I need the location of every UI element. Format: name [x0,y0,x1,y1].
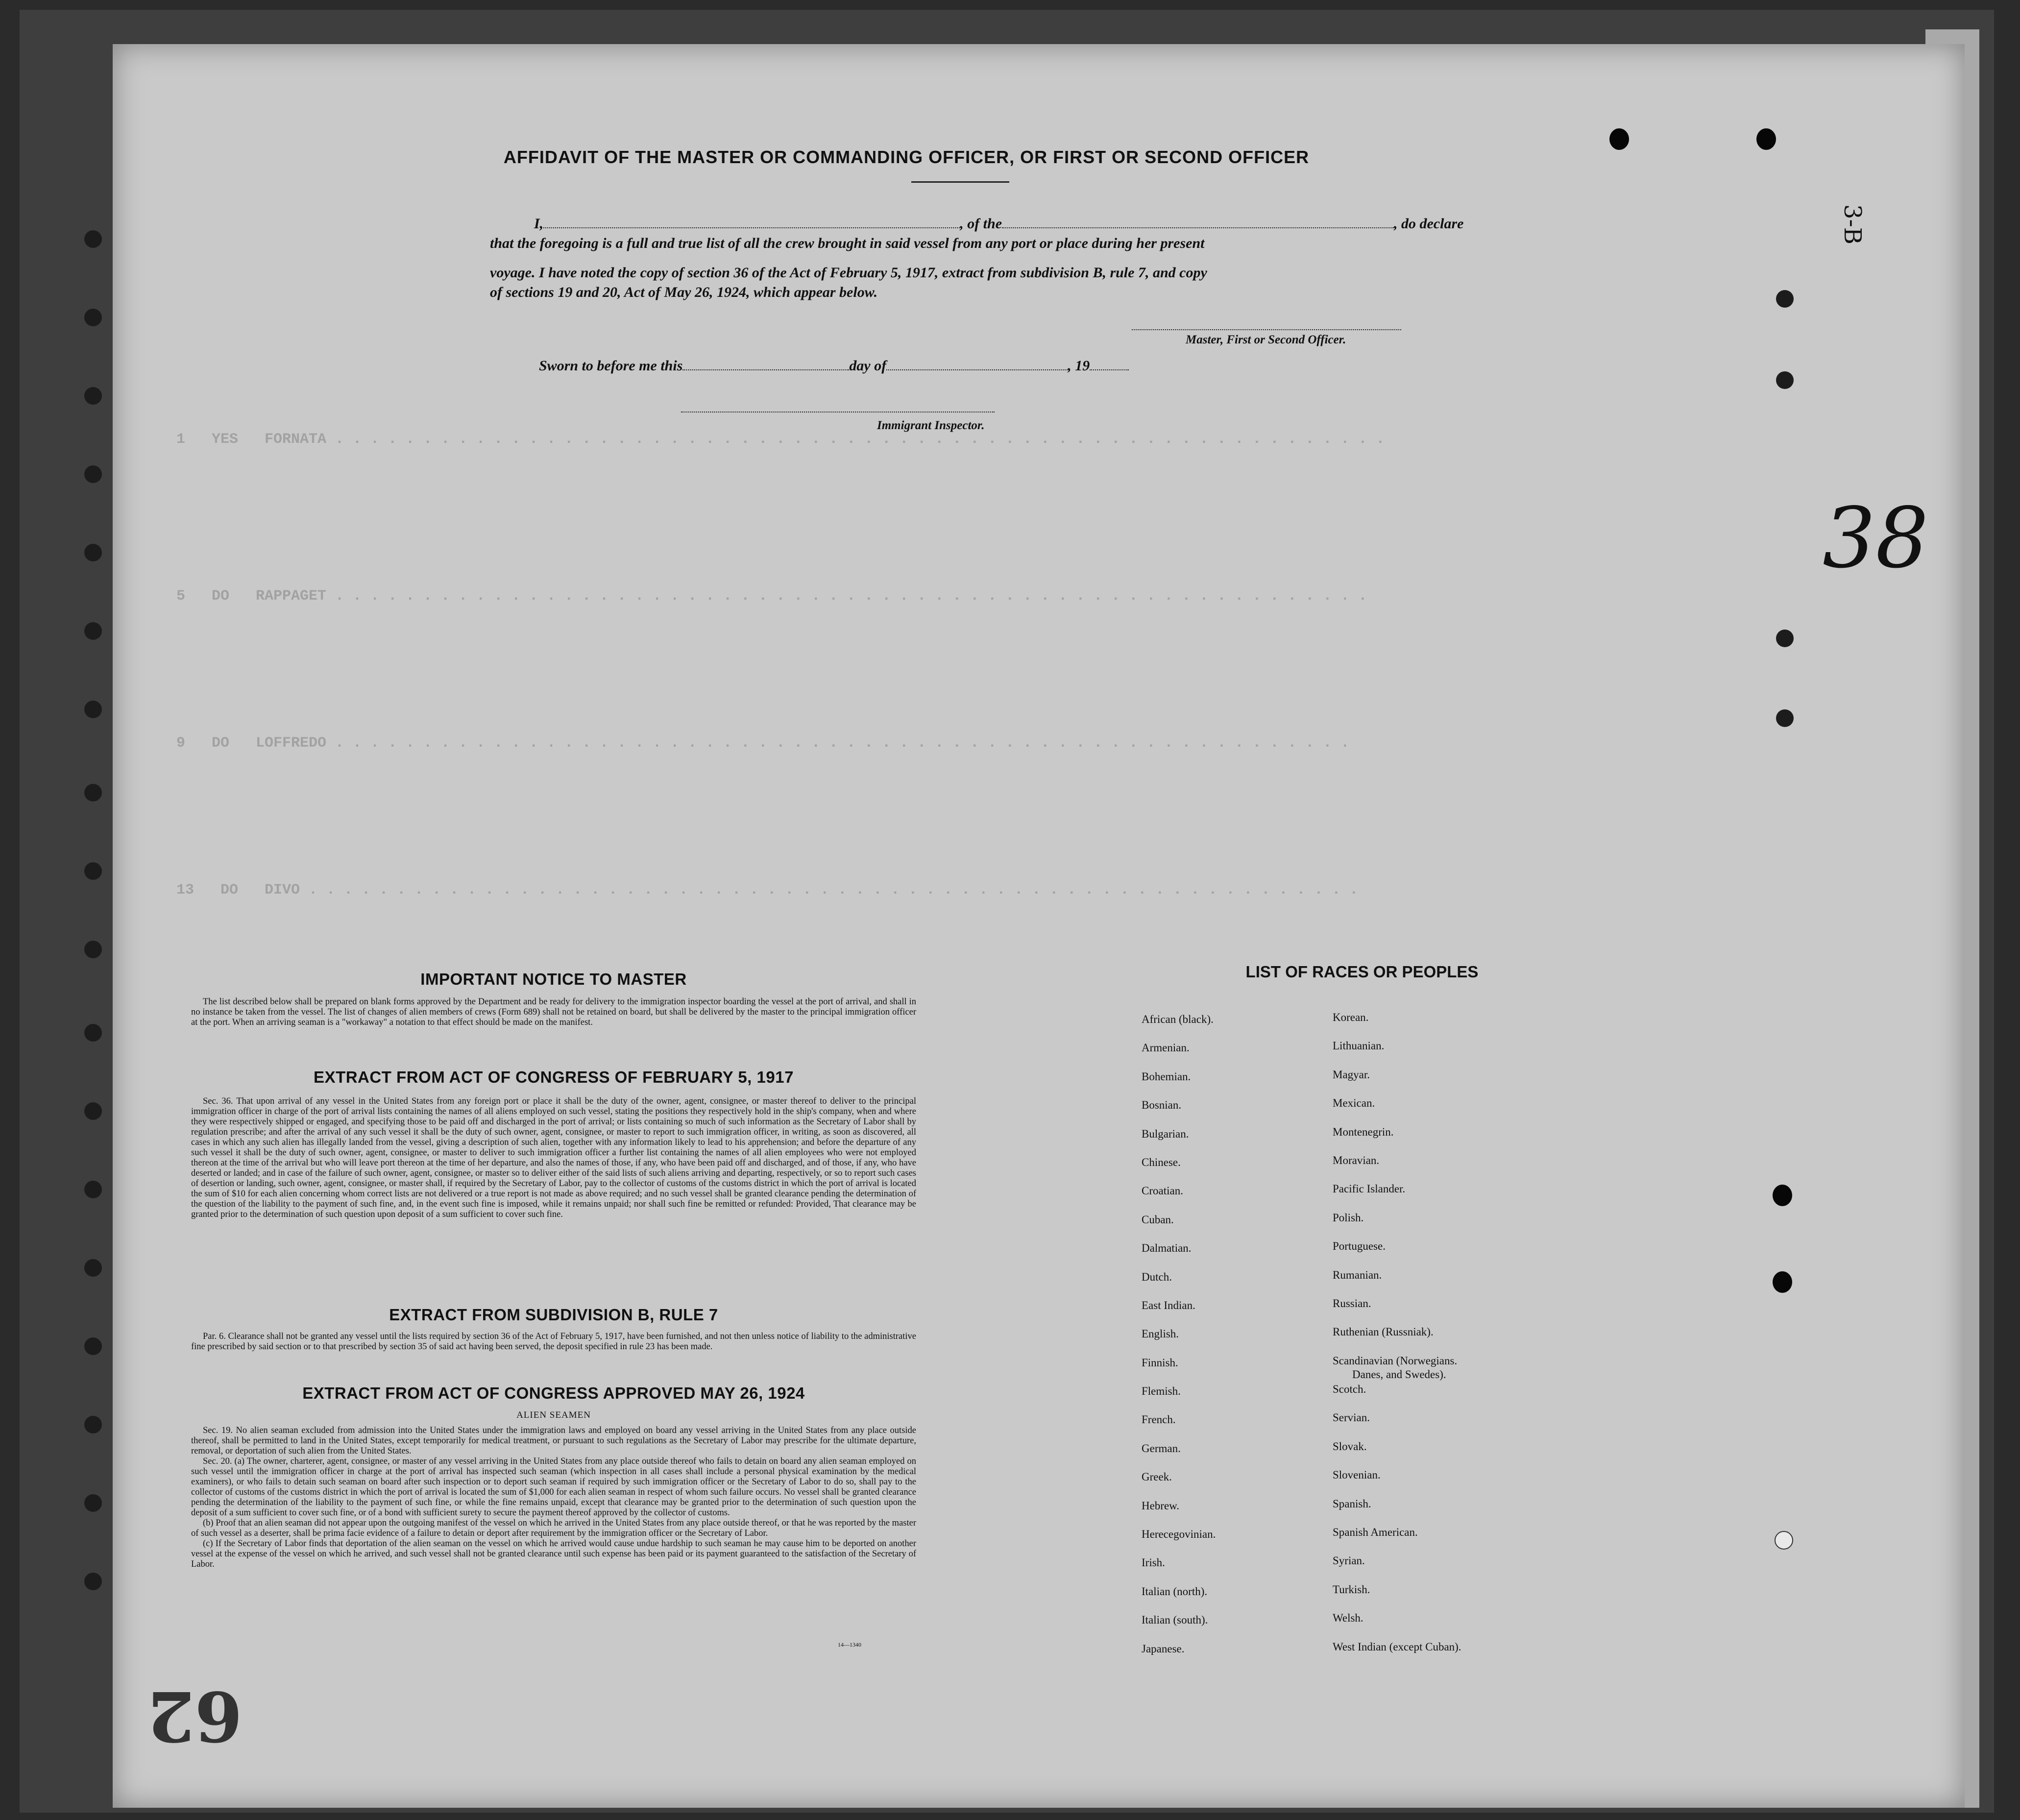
race-item: Montenegrin. [1333,1125,1394,1138]
punch-hole [1773,1185,1792,1206]
race-item: Slovak. [1333,1440,1367,1453]
race-item: Rumanian. [1333,1268,1382,1281]
race-item: Turkish. [1333,1583,1370,1596]
races-heading: LIST OF RACES OR PEOPLES [1245,963,1479,981]
punch-hole [1609,128,1629,150]
bleed-through-row: 9 DO LOFFREDO . . . . . . . . . . . . . . . . . . . . . . . . . . . . . . . . . . . . . . . . . . . . . . . . . . . . . . . . . . [176,735,1350,752]
race-item: Italian (north). [1142,1585,1208,1598]
sworn-month-blank[interactable] [886,369,1068,370]
race-item: Ruthenian (Russniak). [1333,1326,1434,1338]
binder-hole [84,1573,102,1590]
bleed-through-row: 5 DO RAPPAGET . . . . . . . . . . . . . . . . . . . . . . . . . . . . . . . . . . . . . . . . . . . . . . . . . . . . . . . . . . . [176,588,1367,605]
binder-hole [84,1181,102,1198]
race-item: Lithuanian. [1333,1040,1385,1052]
race-item: Bohemian. [1142,1070,1191,1083]
master-signature-label: Master, First or Second Officer. [1186,333,1346,346]
binder-hole [84,230,102,248]
races-left-column [1142,1013,1216,1671]
extract-1924-text: Sec. 19. No alien seaman excluded from admission into the United States under the immigration laws and employed on board any vessel arriving in the United States from any place outside thereof, shall be permitted to land in the United States, except temporarily for medical treatment, or pursuant to such regulations as the Secretary of Labor may prescribe for the ultimate departure, removal, or deportation of such alien from the United States. Sec. 20. (a) The owner, charterer, agent, consignee, or master of any vessel arriving in the United States from any place outside thereof who fails to detain on board any alien seaman employed on such vessel until the immigration officer in charge at the port of arrival has inspected such seaman (which inspection in all cases shall include a personal physical examination by the medical examiners), or who fails to detain such seaman on board after such inspection or to deport such seaman if required by such immigration officer or the Secretary of Labor to do so, shall pay to the collector of customs of the customs district in which the port of arrival is located the sum of $1,000 for each alien seaman in respect of whom such failure occurs. No vessel shall be granted clearance pending the determination of the liability to the payment of such fine, or while the fine remains unpaid, except that clearance may be granted prior to the determination of such question upon the deposit of a sum sufficient to cover such fine, or of a bond with sufficient surety to secure the payment thereof approved by the collector of customs. (b) Proof that an alien seaman did not appear upon the outgoing manifest of the vessel on which he arrived in the United States from any place outside thereof, or that he was reported by the master of such vessel as a deserter, shall be prima facie evidence of a failure to detain or deport after requirement by the immigration officer or the Secretary of Labor. (c) If the Secretary of Labor finds that deportation of the alien seaman on the vessel on which he arrived would cause undue hardship to such seaman he may cause him to be deported on another vessel at the expense of the vessel on which he arrived, and such vessel shall not be granted clearance until such expense has been paid or its payment guaranteed to the satisfaction of the Secretary of Labor. [191,1426,916,1569]
race-item: Flemish. [1142,1385,1181,1398]
race-item: Herecegovinian. [1142,1528,1216,1541]
punch-hole [1756,128,1776,150]
binder-hole [84,1416,102,1433]
affidavit-line-2: that the foregoing is a full and true list of all the crew brought in said vessel from any port or place during her present [490,235,1205,251]
race-item: French. [1142,1413,1176,1426]
race-item: Spanish American. [1333,1526,1418,1539]
race-item: Pacific Islander. [1333,1183,1406,1195]
sworn-line: Sworn to before me this day of , 19 [539,358,1129,374]
race-item: Mexican. [1333,1097,1375,1110]
race-item: Finnish. [1142,1356,1178,1369]
punch-hole [1776,290,1794,308]
race-item: Portuguese. [1333,1240,1386,1253]
affidavit-title: AFFIDAVIT OF THE MASTER OR COMMANDING OFFICER, OR FIRST OR SECOND OFFICER [503,147,1310,167]
race-item: Bosnian. [1142,1099,1182,1112]
race-item: Croatian. [1142,1185,1183,1197]
race-item: Irish. [1142,1556,1165,1569]
race-item: Danes, and Swedes). [1352,1368,1446,1381]
binder-hole [84,862,102,880]
binder-hole [84,1024,102,1042]
race-item: English. [1142,1328,1179,1340]
extract-1924-heading: EXTRACT FROM ACT OF CONGRESS APPROVED MAY 26, 1924 [302,1384,805,1402]
margin-note-handwritten: 3-B [1839,204,1867,245]
race-item: German. [1142,1442,1181,1455]
race-item: Hebrew. [1142,1499,1180,1512]
extract-1917-text: Sec. 36. That upon arrival of any vessel in the United States from any foreign port or place it shall be the duty of the owner, agent, consignee, or master thereof to deliver to the principal immigration officer in charge of the port of arrival lists containing the names of all aliens employed on such vessel, stating the positions they respectively hold in the ship's company, when and where they were respectively shipped or engaged, and specifying those to be paid off and discharged in the port of arrival; or lists containing so much of such information as the Secretary of Labor shall by regulation prescribe; and after the arrival of any such vessel it shall be the duty of such owner, agent, consignee, or master to report to such immigration officer, in writing, as soon as discovered, all cases in which any such alien has illegally landed from the vessel, giving a description of such alien, together with any information likely to lead to his apprehension; and before the departure of any such vessel it shall be the duty of such owner, agent, consignee, or master to deliver to such immigration officer a further list containing the names of all alien employees who were not employed thereon at the time of the arrival but who will leave port thereon at the time of her departure, and also the names of those, if any, who have been paid off and discharged, and of those, if any, who have deserted or landed; and in case of the failure of such owner, agent, consignee, or master so to deliver either of the said lists of such aliens arriving and departing, respectively, or so to report such cases of desertion or landing, such owner, agent, consignee, or master shall, if required by the Secretary of Labor, pay to the collector of customs of the customs district in which the port of arrival is located the sum of $10 for each alien concerning whom correct lists are not delivered or a true report is not made as above required; and no such vessel shall be granted clearance pending the determination of the question of the liability to the payment of such fine, and, in the event such fine is imposed, while it remains unpaid; nor shall such fine be remitted or refunded: Provided, That clearance may be granted prior to the determination of such question upon deposit of a sum sufficient to cover such fine. [191,1096,916,1219]
bleed-through-row: 1 YES FORNATA . . . . . . . . . . . . . . . . . . . . . . . . . . . . . . . . . . . . . . . . . . . . . . . . . . . . . . . . . . . . [176,431,1385,448]
notice-heading: IMPORTANT NOTICE TO MASTER [420,970,687,988]
race-item: Servian. [1333,1411,1370,1424]
affidavit-line-3: voyage. I have noted the copy of section 36 of the Act of February 5, 1917, extract from subdivision B, rule 7, and copy [490,265,1207,281]
race-item: Magyar. [1333,1068,1370,1081]
race-item: Scandinavian (Norwegians. [1333,1354,1458,1367]
race-item: African (black). [1142,1013,1214,1025]
race-item: Cuban. [1142,1213,1174,1226]
punch-hole [1776,371,1794,389]
race-item: Syrian. [1333,1554,1365,1567]
race-item: Italian (south). [1142,1614,1208,1626]
affidavit-line-4: of sections 19 and 20, Act of May 26, 1924, which appear below. [490,284,878,300]
race-item: Spanish. [1333,1497,1371,1510]
binder-hole [84,544,102,561]
punch-hole [1773,1271,1792,1293]
extract-1917-heading: EXTRACT FROM ACT OF CONGRESS OF FEBRUARY 5, 1917 [314,1068,794,1086]
margin-number-handwritten: 38 [1823,490,1929,587]
extract-rule7-text: Par. 6. Clearance shall not be granted any vessel until the lists required by section 36 of the Act of February 5, 1917, have been furnished, and not then unless notice of liability to the administrative fine prescribed by said section or to that prescribed by section 35 of said act having been served, the deposit specified in rule 23 has been made. [191,1332,916,1352]
binder-hole [84,941,102,958]
extract-rule7-heading: EXTRACT FROM SUBDIVISION B, RULE 7 [389,1306,718,1324]
sworn-year-blank[interactable] [1090,369,1129,370]
race-item: Dutch. [1142,1270,1172,1283]
binder-hole [84,387,102,405]
alien-seamen-subheading: ALIEN SEAMEN [516,1410,591,1420]
race-item: Scotch. [1333,1383,1366,1396]
master-signature-line[interactable] [1132,329,1401,330]
bleed-through-row: 13 DO DIVO . . . . . . . . . . . . . . . . . . . . . . . . . . . . . . . . . . . . . . . . . . . . . . . . . . . . . . . . . . . . [176,882,1359,898]
name-blank[interactable] [543,227,960,228]
inspector-signature-label: Immigrant Inspector. [877,419,985,432]
race-item: Chinese. [1142,1156,1181,1168]
punch-hole [1776,630,1794,647]
affidavit-line-1: I, , of the , do declare [534,216,1464,232]
punch-hole [1775,1531,1793,1550]
races-right-column [1333,1011,1461,1669]
form-number: 14—1340 [838,1641,861,1648]
binder-hole [84,1259,102,1277]
notice-text: The list described below shall be prepared on blank forms approved by the Department and be ready for delivery to the immigration inspector boarding the vessel at the port of arrival, and shall in no instance be taken from the vessel. The list of changes of alien members of crews (Form 689) shall not be retained on board, but shall be delivered by the master to the principal immigration officer at the port. When an arriving seaman is a "workaway" a notation to that effect should be made on the manifest. [191,997,916,1027]
race-item: Moravian. [1333,1154,1380,1166]
punch-hole [1776,709,1794,727]
race-item: Welsh. [1333,1612,1363,1625]
stamped-page-number: 62 [147,1675,243,1756]
race-item: East Indian. [1142,1299,1195,1311]
binder-hole [84,1494,102,1512]
binder-hole [84,309,102,326]
binder-hole [84,784,102,801]
race-item: Armenian. [1142,1042,1190,1054]
race-item: Russian. [1333,1297,1371,1310]
race-item: Korean. [1333,1011,1369,1023]
sworn-day-blank[interactable] [682,369,849,370]
race-item: Slovenian. [1333,1469,1381,1481]
binder-hole [84,1102,102,1120]
race-item: Greek. [1142,1471,1172,1483]
binder-hole [84,465,102,483]
vessel-blank[interactable] [1002,227,1394,228]
binder-hole [84,701,102,718]
binder-hole [84,622,102,640]
inspector-signature-line[interactable] [681,412,995,413]
race-item: Bulgarian. [1142,1127,1189,1140]
race-item: Dalmatian. [1142,1242,1192,1255]
race-item: Japanese. [1142,1642,1185,1655]
binder-hole [84,1337,102,1355]
race-item: Polish. [1333,1211,1364,1224]
title-underline [911,181,1009,183]
race-item: West Indian (except Cuban). [1333,1640,1461,1653]
